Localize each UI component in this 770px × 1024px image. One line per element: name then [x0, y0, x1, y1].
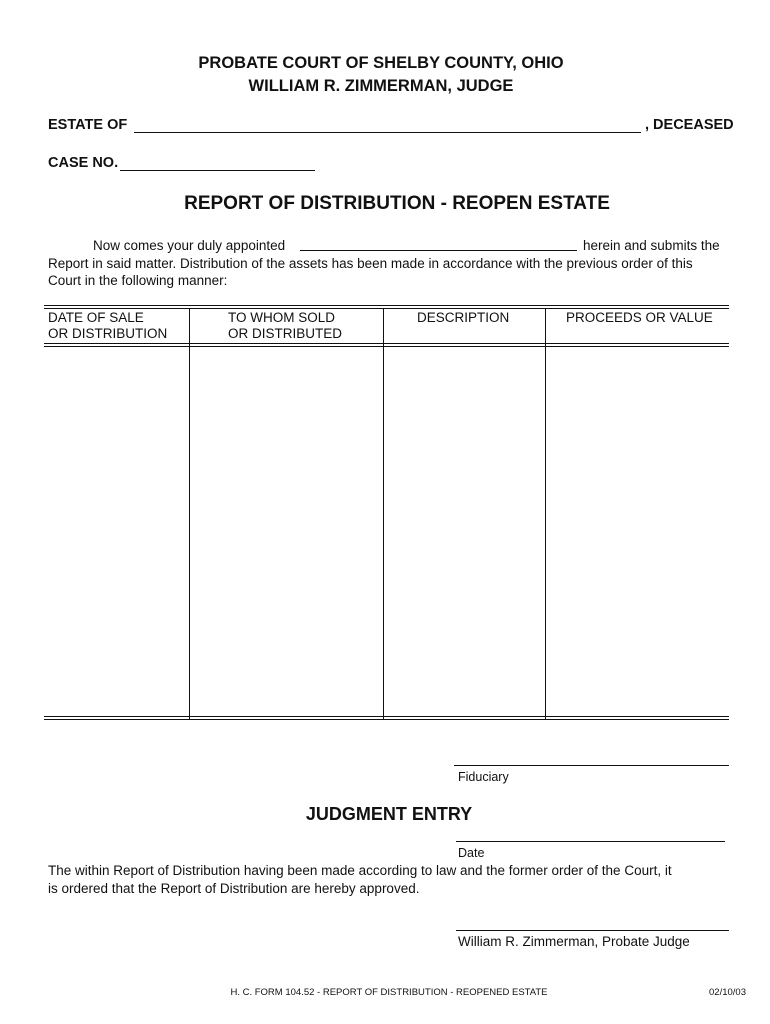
fiduciary-label: Fiduciary: [458, 770, 509, 784]
form-footer: H. C. FORM 104.52 - REPORT OF DISTRIBUTION - REOPENED ESTATE: [230, 987, 548, 998]
date-label: Date: [458, 846, 485, 860]
column-header-line: DESCRIPTION: [417, 310, 510, 325]
intro-text-line2: Report in said matter. Distribution of the assets has been made in accordance with the previous order of this: [48, 256, 693, 271]
intro-text-line3: Court in the following manner:: [48, 273, 228, 288]
table-header-rule: [44, 343, 729, 344]
judgment-text-line2: is ordered that the Report of Distribution are hereby approved.: [48, 881, 420, 896]
column-header-line: OR DISTRIBUTED: [228, 326, 343, 341]
judge-signature-label: William R. Zimmerman, Probate Judge: [458, 934, 690, 949]
table-bottom-rule-inner: [44, 719, 729, 720]
form-revision-date: 02/10/03: [709, 987, 746, 998]
column-header-proceeds: [566, 310, 713, 326]
case-number-label: CASE NO.: [48, 155, 119, 171]
proceeds-column-cell[interactable]: [546, 347, 728, 715]
court-name: PROBATE COURT OF SHELBY COUNTY, OHIO: [198, 54, 564, 72]
column-header-line: OR DISTRIBUTION: [48, 326, 168, 341]
judgment-text-line1: The within Report of Distribution having been made according to law and the former order of the Court, it: [48, 863, 672, 878]
column-header-recipient: [228, 310, 342, 342]
table-top-rule-inner: [44, 308, 729, 309]
judgment-entry-title: JUDGMENT ENTRY: [305, 804, 473, 824]
judge-name: WILLIAM R. ZIMMERMAN, JUDGE: [248, 77, 514, 95]
estate-label: ESTATE OF: [48, 117, 128, 133]
column-header-line: DATE OF SALE: [48, 310, 144, 325]
date-signature-line[interactable]: [456, 841, 725, 842]
recipient-column-cell[interactable]: [190, 347, 382, 715]
column-header-date: [48, 310, 167, 342]
deceased-label: , DECEASED: [645, 117, 734, 133]
column-header-line: TO WHOM SOLD: [228, 310, 336, 325]
description-column-cell[interactable]: [384, 347, 544, 715]
estate-name-field[interactable]: [134, 132, 641, 133]
case-number-field[interactable]: [120, 170, 315, 171]
judge-signature-line[interactable]: [456, 930, 729, 931]
intro-text-part2: herein and submits the: [583, 238, 720, 253]
appointee-field[interactable]: [300, 250, 577, 251]
intro-text-part1: Now comes your duly appointed: [93, 238, 286, 253]
date-column-cell[interactable]: [45, 347, 188, 715]
fiduciary-signature-line[interactable]: [454, 765, 729, 766]
table-top-rule: [44, 305, 729, 306]
table-bottom-rule: [44, 716, 729, 717]
column-header-description: [417, 310, 509, 326]
column-header-line: PROCEEDS OR VALUE: [566, 310, 713, 325]
report-title: REPORT OF DISTRIBUTION - REOPEN ESTATE: [184, 193, 610, 214]
